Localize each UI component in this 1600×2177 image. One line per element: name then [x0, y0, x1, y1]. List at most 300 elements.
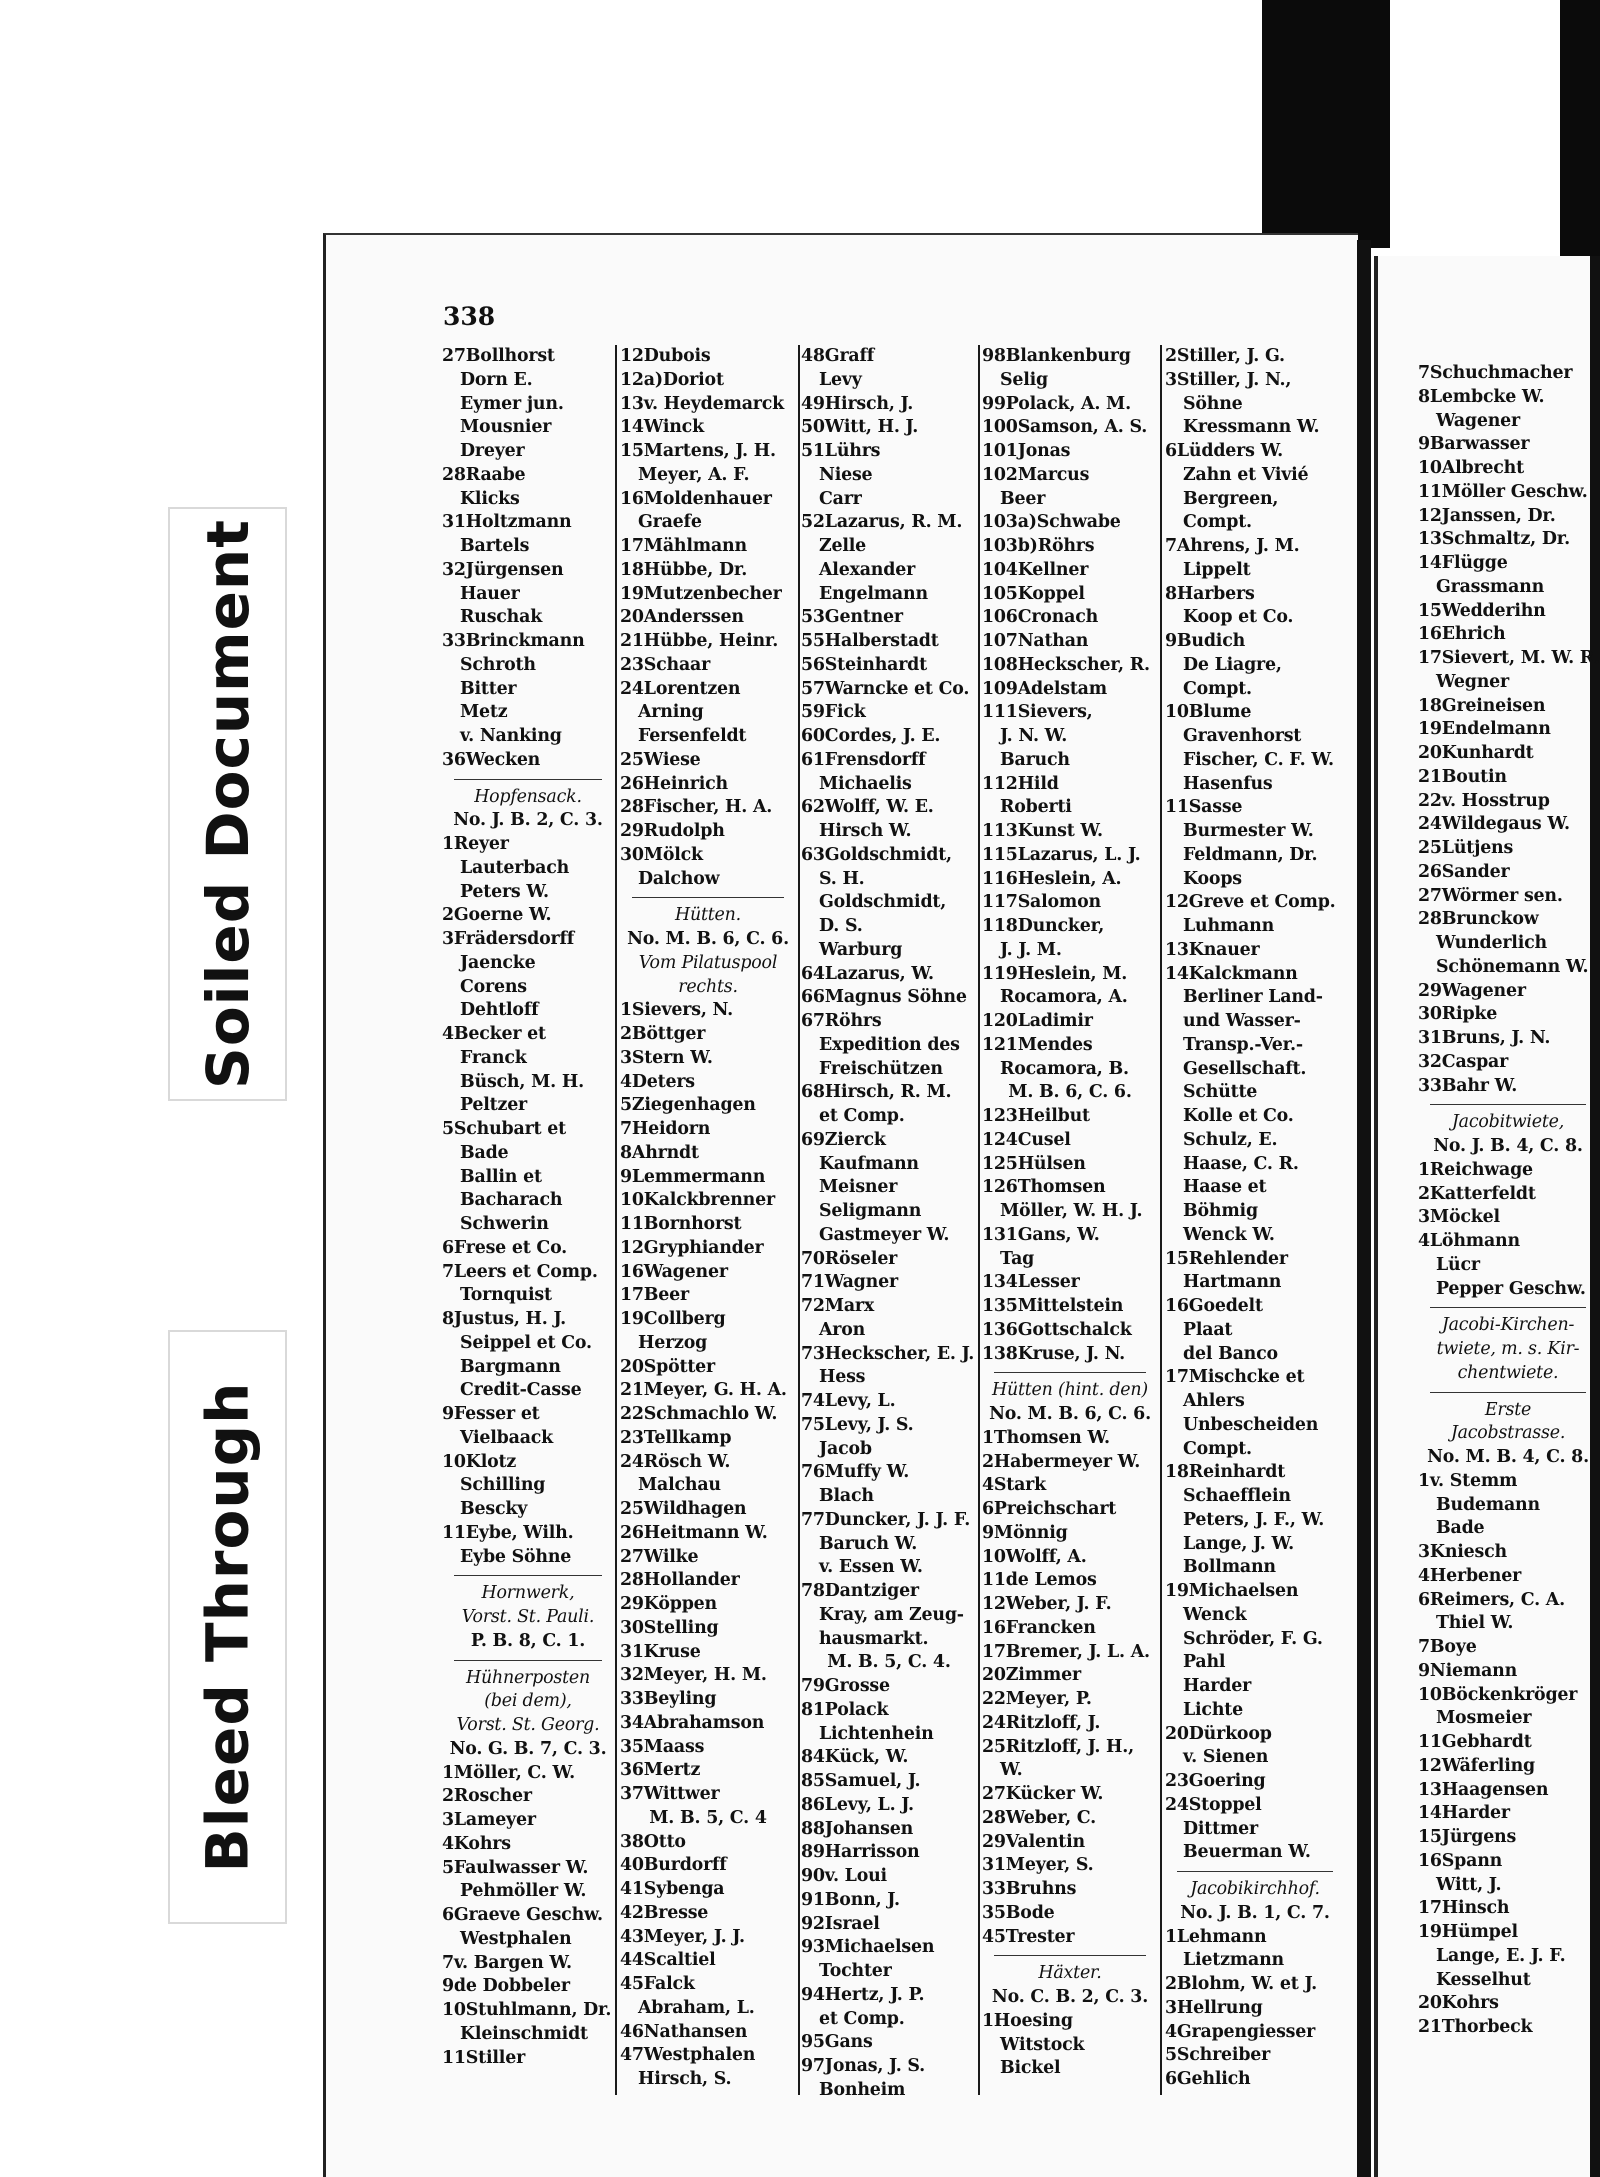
directory-entry: 10Albrecht: [1418, 458, 1524, 478]
directory-entry: S. H.: [819, 868, 865, 889]
directory-entry: Feldmann, Dr.: [1183, 844, 1318, 865]
directory-entry: Seippel et Co.: [460, 1332, 592, 1353]
directory-entry: 33Bahr W.: [1418, 1075, 1518, 1096]
section-divider: [454, 1575, 602, 1576]
directory-entry: 61Frensdorff: [801, 749, 926, 770]
directory-entry: Burmester W.: [1183, 821, 1314, 841]
directory-entry: 109Adelstam: [982, 678, 1107, 699]
directory-entry: Compt.: [1183, 678, 1252, 699]
directory-entry: Pahl: [1183, 1652, 1226, 1673]
directory-entry: Böhmig: [1183, 1201, 1258, 1221]
directory-entry: Berliner Land-: [1183, 987, 1323, 1008]
directory-entry: Vielbaack: [460, 1427, 553, 1448]
directory-entry: Wunderlich: [1436, 933, 1547, 953]
directory-entry: 108Heckscher, R.: [982, 654, 1150, 675]
directory-entry: Vorst. St. Pauli.: [461, 1607, 595, 1627]
directory-entry: 7Ahrens, J. M.: [1165, 536, 1300, 556]
directory-entry: Dreyer: [460, 441, 525, 461]
directory-entry: 17Mischcke et: [1165, 1367, 1305, 1388]
directory-entry: 93Michaelsen: [801, 1937, 935, 1958]
directory-entry: Lange, J. W.: [1183, 1533, 1294, 1554]
directory-entry: 4Becker et: [442, 1024, 546, 1044]
directory-entry: 76Muffy W.: [801, 1462, 910, 1483]
directory-entry: 52Lazarus, R. M.: [801, 512, 963, 533]
directory-entry: Franck: [460, 1047, 527, 1068]
directory-entry: Unbescheiden: [1183, 1414, 1319, 1435]
top-dark-bar: [1262, 0, 1390, 248]
directory-entry: 27Wörmer sen.: [1418, 885, 1563, 906]
directory-entry: W.: [1000, 1760, 1023, 1781]
directory-entry: 10Böckenkröger: [1418, 1684, 1578, 1705]
directory-entry: Schilling: [460, 1475, 546, 1496]
directory-entry: 24Wildegaus W.: [1418, 814, 1570, 835]
page-number: 338: [443, 302, 496, 331]
directory-entry: 20Anderssen: [620, 607, 744, 628]
directory-entry: 89Harrisson: [801, 1842, 920, 1863]
directory-entry: 103b)Röhrs: [982, 536, 1095, 556]
directory-entry: Bitter: [460, 678, 517, 699]
directory-entry: 15Jürgens: [1418, 1827, 1517, 1847]
directory-entry: Compt.: [1183, 1438, 1252, 1459]
directory-entry: 71Wagner: [801, 1272, 898, 1293]
directory-entry: 18Hübbe, Dr.: [620, 559, 748, 580]
directory-entry: Lücr: [1436, 1254, 1480, 1275]
directory-entry: Aron: [819, 1319, 866, 1340]
directory-entry: Plaat: [1183, 1319, 1233, 1340]
directory-entry: 117Salomon: [982, 892, 1101, 913]
directory-entry: 90v. Loui: [801, 1866, 887, 1886]
directory-entry: chentwiete.: [1457, 1362, 1559, 1383]
column-5: [1165, 345, 1345, 2092]
directory-entry: Schröder, F. G.: [1183, 1628, 1323, 1649]
directory-entry: 7Heidorn: [620, 1119, 711, 1139]
directory-entry: Bergreen,: [1183, 488, 1279, 509]
directory-entry: Bickel: [1000, 2058, 1061, 2079]
directory-entry: 21Meyer, G. H. A.: [620, 1380, 787, 1401]
directory-entry: 27Bollhorst: [442, 346, 555, 366]
directory-entry: 6Gehlich: [1165, 2069, 1251, 2089]
directory-entry: Wegner: [1436, 671, 1510, 692]
directory-entry: 29Valentin: [982, 1831, 1085, 1852]
directory-entry: 25Lütjens: [1418, 838, 1514, 858]
directory-entry: 22Meyer, P.: [982, 1689, 1092, 1709]
directory-entry: rechts.: [678, 976, 738, 997]
directory-entry: Mosmeier: [1436, 1708, 1532, 1729]
directory-entry: Gravenhorst: [1183, 726, 1302, 746]
directory-entry: 14Harder: [1418, 1803, 1510, 1824]
directory-entry: Niese: [819, 464, 873, 485]
directory-entry: 46Nathansen: [620, 2021, 748, 2042]
directory-entry: Bade: [460, 1142, 509, 1163]
column-1: [442, 345, 614, 2070]
directory-entry: Hirsch W.: [819, 821, 912, 841]
directory-entry: hausmarkt.: [819, 1628, 929, 1649]
directory-entry: Büsch, M. H.: [460, 1071, 584, 1092]
directory-entry: 113Kunst W.: [982, 821, 1103, 841]
directory-entry: No. M. B. 4, C. 8.: [1427, 1447, 1589, 1467]
directory-entry: 20Dürkoop: [1165, 1723, 1272, 1744]
directory-entry: 35Maass: [620, 1736, 705, 1757]
directory-entry: Beer: [1000, 488, 1046, 509]
directory-entry: 84Kück, W.: [801, 1747, 909, 1768]
directory-entry: 11Gebhardt: [1418, 1732, 1532, 1752]
directory-entry: 9Budich: [1165, 631, 1246, 651]
directory-entry: 9Niemann: [1418, 1660, 1518, 1681]
directory-entry: Dehtloff: [460, 1000, 539, 1021]
directory-entry: Pepper Geschw.: [1436, 1278, 1586, 1299]
directory-entry: Zelle: [819, 536, 867, 556]
directory-entry: Bollmann: [1183, 1557, 1276, 1578]
directory-entry: 5Faulwasser W.: [442, 1857, 589, 1878]
directory-entry: 20Spötter: [620, 1356, 716, 1377]
directory-entry: J. N. W.: [1000, 726, 1068, 746]
directory-entry: Seligmann: [819, 1201, 922, 1221]
directory-entry: 53Gentner: [801, 607, 903, 628]
directory-entry: No. M. B. 6, C. 6.: [627, 929, 789, 949]
directory-entry: 4Herbener: [1418, 1565, 1522, 1586]
directory-entry: 78Dantziger: [801, 1581, 919, 1601]
directory-entry: 19Collberg: [620, 1309, 726, 1329]
directory-entry: Wenck: [1183, 1604, 1247, 1625]
directory-entry: 120Ladimir: [982, 1011, 1093, 1031]
directory-entry: Budemann: [1436, 1494, 1540, 1515]
directory-entry: 56Steinhardt: [801, 654, 927, 675]
directory-entry: 11Stiller: [442, 2047, 526, 2068]
directory-entry: 1Thomsen W.: [982, 1427, 1110, 1448]
directory-entry: Rocamora, A.: [1000, 987, 1128, 1008]
directory-entry: M. B. 5, C. 4.: [827, 1652, 951, 1673]
directory-entry: 2Habermeyer W.: [982, 1451, 1141, 1472]
directory-entry: 3Lameyer: [442, 1810, 536, 1830]
directory-entry: 28Hollander: [620, 1570, 740, 1591]
directory-entry: 28Raabe: [442, 464, 526, 485]
directory-entry: und Wasser-: [1183, 1011, 1301, 1031]
directory-entry: 34Abrahamson: [620, 1712, 765, 1733]
directory-entry: 23Tellkamp: [620, 1427, 732, 1448]
directory-entry: 37Wittwer: [620, 1784, 720, 1804]
directory-entry: Schönemann W.: [1436, 956, 1589, 977]
directory-entry: et Comp.: [819, 1106, 905, 1126]
directory-entry: 2Roscher: [442, 1786, 532, 1807]
directory-entry: 45Trester: [982, 1926, 1075, 1947]
directory-entry: 103a)Schwabe: [982, 512, 1121, 533]
column-3: [801, 345, 977, 2103]
directory-entry: 1Reyer: [442, 834, 509, 854]
directory-entry: 20Kunhardt: [1418, 743, 1534, 763]
directory-entry: 10Blume: [1165, 702, 1252, 723]
directory-entry: Söhne: [1183, 393, 1243, 414]
directory-entry: 17Beer: [620, 1285, 689, 1306]
directory-entry: 8Lembcke W.: [1418, 386, 1545, 407]
directory-entry: 10Klotz: [442, 1451, 517, 1472]
directory-entry: 6Preichschart: [982, 1499, 1117, 1519]
directory-entry: 79Grosse: [801, 1676, 890, 1696]
directory-entry: 15Martens, J. H.: [620, 441, 776, 461]
directory-entry: 17Hinsch: [1418, 1898, 1510, 1919]
directory-entry: Kaufmann: [819, 1153, 919, 1174]
directory-entry: Häxter.: [1038, 1963, 1102, 1984]
directory-entry: 97Jonas, J. S.: [801, 2056, 926, 2076]
directory-entry: 14Flügge: [1418, 553, 1508, 573]
directory-entry: 91Bonn, J.: [801, 1889, 900, 1910]
directory-entry: 102Marcus: [982, 464, 1090, 485]
directory-entry: 43Meyer, J. J.: [620, 1926, 745, 1947]
directory-entry: 3Hellrung: [1165, 1997, 1263, 2018]
directory-entry: 63Goldschmidt,: [801, 844, 952, 865]
directory-entry: Eybe Söhne: [460, 1546, 572, 1567]
directory-entry: Hornwerk,: [481, 1583, 575, 1604]
directory-entry: 31Kruse: [620, 1641, 701, 1662]
column-4: [982, 345, 1158, 2081]
directory-entry: 8Harbers: [1165, 583, 1255, 604]
directory-entry: 30Mölck: [620, 844, 703, 865]
directory-entry: et Comp.: [819, 2008, 905, 2029]
directory-entry: 12Wäferling: [1418, 1755, 1536, 1776]
directory-entry: 48Graff: [801, 346, 875, 366]
directory-entry: 5Schreiber: [1165, 2045, 1271, 2066]
directory-entry: 119Heslein, M.: [982, 963, 1128, 984]
directory-entry: 4Löhmann: [1418, 1231, 1520, 1251]
bleed-through-label: [168, 1330, 287, 1924]
directory-entry: 5Ziegenhagen: [620, 1095, 756, 1116]
directory-entry: Harder: [1183, 1676, 1252, 1696]
directory-entry: 136Gottschalck: [982, 1319, 1132, 1340]
directory-entry: 42Bresse: [620, 1902, 709, 1923]
directory-entry: 15Wedderihn: [1418, 600, 1546, 621]
directory-entry: 3Stiller, J. N.,: [1165, 369, 1292, 390]
directory-entry: 13Knauer: [1165, 939, 1260, 960]
directory-entry: Peltzer: [460, 1095, 528, 1116]
directory-entry: No. J. B. 4, C. 8.: [1433, 1136, 1583, 1156]
directory-entry: 1Lehmann: [1165, 1926, 1267, 1947]
directory-entry: 27Wilke: [620, 1546, 699, 1567]
directory-entry: Hopfensack.: [474, 786, 582, 807]
section-divider: [994, 1955, 1146, 1956]
directory-entry: Hütten (hint. den): [992, 1380, 1148, 1401]
directory-entry: M. B. 6, C. 6.: [1008, 1082, 1132, 1103]
directory-entry: (bei dem),: [484, 1691, 572, 1712]
top-dark-bar-right: [1560, 0, 1600, 260]
directory-entry: Kesselhut: [1436, 1969, 1531, 1990]
directory-entry: Fersenfeldt: [638, 726, 747, 746]
directory-entry: Gastmeyer W.: [819, 1224, 950, 1245]
directory-entry: Arning: [638, 702, 704, 723]
section-divider: [1430, 1392, 1586, 1393]
directory-entry: Vorst. St. Georg.: [456, 1715, 600, 1735]
directory-entry: 14Winck: [620, 417, 704, 438]
directory-entry: Klicks: [460, 488, 520, 509]
directory-entry: Thiel W.: [1436, 1613, 1514, 1634]
directory-entry: Bescky: [460, 1499, 528, 1519]
directory-entry: 23Goering: [1165, 1771, 1266, 1791]
directory-entry: Pehmöller W.: [460, 1881, 587, 1902]
directory-entry: Zahn et Vivié: [1183, 464, 1309, 485]
directory-entry: 77Duncker, J. J. F.: [801, 1509, 971, 1530]
directory-entry: v. Essen W.: [819, 1557, 923, 1578]
directory-entry: Ballin et: [460, 1166, 542, 1187]
column-rule: [978, 345, 980, 2095]
directory-entry: 38Otto: [620, 1831, 686, 1852]
directory-entry: 3Frädersdorff: [442, 929, 575, 949]
directory-entry: 124Cusel: [982, 1129, 1071, 1150]
directory-entry: 3Stern W.: [620, 1047, 713, 1068]
directory-entry: 8Justus, H. J.: [442, 1309, 567, 1329]
directory-entry: 135Mittelstein: [982, 1296, 1124, 1316]
directory-entry: 64Lazarus, W.: [801, 963, 934, 984]
directory-entry: 25Wiese: [620, 749, 701, 770]
directory-entry: 19Michaelsen: [1165, 1581, 1299, 1601]
directory-entry: 1Reichwage: [1418, 1159, 1533, 1180]
directory-entry: 16Goedelt: [1165, 1296, 1263, 1316]
directory-entry: Compt.: [1183, 512, 1252, 533]
directory-entry: Rocamora, B.: [1000, 1058, 1129, 1079]
directory-entry: 22Schmachlo W.: [620, 1404, 778, 1424]
directory-entry: 4Grapengiesser: [1165, 2021, 1316, 2042]
directory-entry: 24Ritzloff, J.: [982, 1712, 1101, 1733]
directory-entry: 2Blohm, W. et J.: [1165, 1974, 1317, 1994]
directory-entry: 15Rehlender: [1165, 1248, 1288, 1269]
directory-entry: 5Schubart et: [442, 1119, 566, 1139]
directory-entry: 9de Dobbeler: [442, 1976, 570, 1997]
directory-entry: 30Ripke: [1418, 1004, 1498, 1025]
directory-entry: No. M. B. 6, C. 6.: [989, 1404, 1151, 1424]
directory-entry: Mousnier: [460, 417, 552, 438]
directory-entry: Hartmann: [1183, 1272, 1282, 1293]
directory-entry: 104Kellner: [982, 559, 1089, 580]
directory-entry: Abraham, L.: [638, 1997, 755, 2018]
column-rule: [798, 345, 800, 2095]
directory-entry: 9Barwasser: [1418, 434, 1530, 455]
directory-entry: 66Magnus Söhne: [801, 987, 967, 1008]
directory-entry: 31Holtzmann: [442, 512, 572, 533]
directory-entry: Schaefflein: [1183, 1486, 1291, 1506]
directory-entry: 111Sievers,: [982, 702, 1093, 723]
directory-entry: Dalchow: [638, 868, 720, 889]
directory-entry: Vom Pilatuspool: [638, 952, 778, 973]
directory-entry: Koops: [1183, 868, 1242, 889]
directory-entry: 6Reimers, C. A.: [1418, 1589, 1565, 1610]
directory-entry: Wagener: [1436, 410, 1520, 431]
directory-entry: Bade: [1436, 1518, 1485, 1539]
directory-entry: 26Heinrich: [620, 773, 728, 794]
directory-entry: Meisner: [819, 1177, 898, 1198]
section-divider: [454, 1660, 602, 1661]
directory-entry: 7Boye: [1418, 1637, 1477, 1657]
directory-entry: 27Kücker W.: [982, 1784, 1104, 1804]
directory-entry: 19Mutzenbecher: [620, 583, 782, 604]
directory-entry: 4Deters: [620, 1071, 695, 1092]
directory-entry: 57Warncke et Co.: [801, 678, 970, 699]
directory-entry: No. C. B. 2, C. 3.: [991, 1987, 1149, 2007]
directory-entry: 17Bremer, J. L. A.: [982, 1641, 1150, 1662]
directory-entry: Engelmann: [819, 583, 928, 604]
directory-entry: Hühnerposten: [466, 1667, 590, 1688]
directory-entry: Kressmann W.: [1183, 417, 1320, 438]
directory-entry: 33Beyling: [620, 1689, 717, 1709]
directory-entry: Schütte: [1183, 1082, 1258, 1103]
directory-entry: 32Meyer, H. M.: [620, 1665, 767, 1686]
directory-entry: Baruch: [1000, 749, 1070, 770]
directory-entry: Kleinschmidt: [460, 2023, 588, 2044]
directory-entry: 10Stuhlmann, Dr.: [442, 2000, 612, 2020]
directory-entry: Witt, J.: [1436, 1874, 1502, 1895]
directory-entry: 62Wolff, W. E.: [801, 797, 934, 818]
directory-entry: 2Böttger: [620, 1024, 706, 1044]
directory-entry: 2Katterfeldt: [1418, 1183, 1536, 1204]
directory-entry: 107Nathan: [982, 631, 1089, 651]
directory-entry: 94Hertz, J. P.: [801, 1984, 925, 2005]
directory-entry: 99Polack, A. M.: [982, 393, 1131, 414]
directory-entry: 26Sander: [1418, 861, 1510, 882]
directory-entry: 13v. Heydemarck: [620, 393, 784, 414]
directory-entry: Hirsch, S.: [638, 2069, 732, 2089]
directory-entry: 121Mendes: [982, 1034, 1093, 1055]
directory-entry: 20Kohrs: [1418, 1993, 1499, 2014]
directory-entry: twiete, m. s. Kir-: [1436, 1339, 1580, 1359]
directory-entry: Tornquist: [460, 1285, 552, 1306]
directory-entry: 33Brinckmann: [442, 631, 585, 651]
directory-entry: Koop et Co.: [1183, 607, 1294, 628]
directory-entry: 67Röhrs: [801, 1011, 882, 1031]
directory-entry: 49Hirsch, J.: [801, 393, 914, 414]
directory-entry: Gesellschaft.: [1183, 1058, 1307, 1079]
directory-entry: Hütten.: [675, 905, 741, 926]
directory-entry: Malchau: [638, 1475, 721, 1496]
directory-entry: 6Frese et Co.: [442, 1237, 568, 1258]
directory-entry: Goldschmidt,: [819, 892, 947, 913]
directory-entry: Alexander: [819, 559, 916, 580]
directory-entry: 12Dubois: [620, 346, 711, 366]
directory-entry: Metz: [460, 702, 508, 723]
directory-entry: 7v. Bargen W.: [442, 1952, 572, 1973]
directory-entry: 72Marx: [801, 1296, 875, 1316]
directory-entry: 60Cordes, J. E.: [801, 726, 941, 746]
directory-entry: 28Brunckow: [1418, 909, 1539, 930]
directory-entry: No. G. B. 7, C. 3.: [449, 1738, 607, 1759]
directory-entry: 36Wecken: [442, 749, 541, 770]
directory-entry: 115Lazarus, L. J.: [982, 844, 1141, 865]
directory-entry: 69Zierck: [801, 1129, 886, 1150]
directory-entry: Meyer, A. F.: [638, 464, 750, 485]
directory-entry: Ruschak: [460, 607, 543, 628]
directory-entry: del Banco: [1183, 1343, 1278, 1364]
directory-entry: 32Caspar: [1418, 1051, 1509, 1072]
directory-entry: 26Heitmann W.: [620, 1522, 768, 1543]
directory-entry: J. J. M.: [1000, 939, 1062, 960]
directory-entry: Lietzmann: [1183, 1950, 1284, 1971]
directory-entry: Witstock: [1000, 2034, 1085, 2055]
directory-entry: 9Lemmermann: [620, 1166, 766, 1187]
directory-entry: 44Scaltiel: [620, 1950, 716, 1971]
directory-entry: Lichtenhein: [819, 1723, 934, 1744]
directory-entry: Jacobstrasse.: [1450, 1423, 1566, 1444]
directory-entry: 18Reinhardt: [1165, 1462, 1286, 1483]
directory-entry: Blach: [819, 1486, 874, 1506]
directory-entry: Grassmann: [1436, 576, 1545, 597]
soiled-document-text: Soiled Document: [193, 519, 262, 1089]
directory-entry: Credit-Casse: [460, 1380, 582, 1401]
directory-entry: Baruch W.: [819, 1533, 918, 1554]
directory-entry: 17Mählmann: [620, 536, 747, 556]
directory-entry: Bacharach: [460, 1190, 563, 1211]
directory-entry: Levy: [819, 369, 862, 390]
directory-entry: 16Ehrich: [1418, 624, 1506, 645]
directory-entry: 3Möckel: [1418, 1207, 1500, 1228]
directory-entry: Peters W.: [460, 881, 549, 902]
directory-entry: 59Fick: [801, 702, 866, 723]
directory-entry: 123Heilbut: [982, 1106, 1090, 1126]
directory-entry: 50Witt, H. J.: [801, 417, 919, 438]
